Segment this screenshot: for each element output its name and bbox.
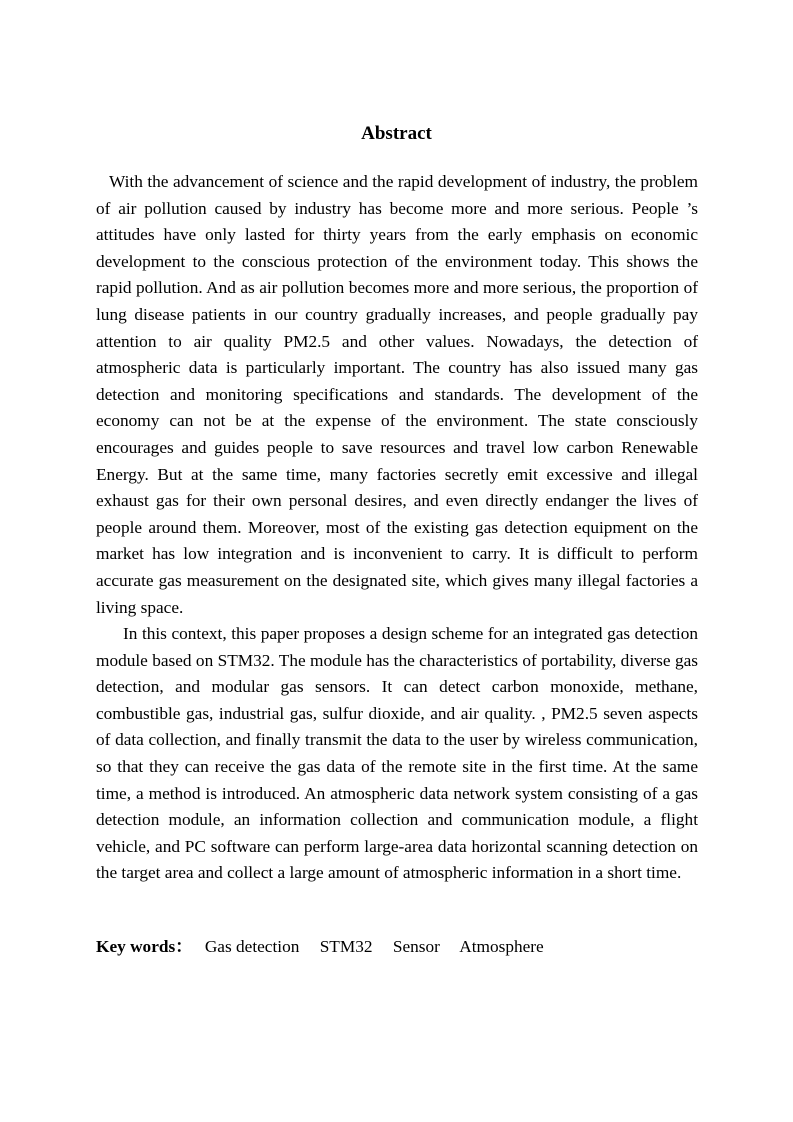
abstract-paragraph-1: With the advancement of science and the rapid development of industry, the problem of air pollution caused by industry has become more and more serious. People ’s attitudes have only lasted for thirty years from the early emphasis on economic development to the conscious protection of the environment today. This shows the rapid pollution. And as air pollution becomes more and more serious, the proportion of lung disease patients in our country gradually increases, and people gradually pay attention to air quality PM2.5 and other values. Nowadays, the detection of atmospheric data is particularly important. The country has also issued many gas detection and monitoring specifications and standards. The development of the economy can not be at the expense of the environment. The state consciously encourages and guides people to save resources and travel low carbon Renewable Energy. But at the same time, many factories secretly emit excessive and illegal exhaust gas for their own personal desires, and even directly endanger the lives of people around them. Moreover, most of the existing gas detection equipment on the market has low integration and is inconvenient to carry. It is difficult to perform accurate gas measurement on the designated site, which gives many illegal factories a living space. xyxy=(96,172,698,617)
abstract-body xyxy=(96,169,698,887)
keyword-item: Sensor xyxy=(392,937,440,956)
abstract-paragraph-2: In this context, this paper proposes a design scheme for an integrated gas detection module based on STM32. The module has the characteristics of portability, diverse gas detection, and modular gas sensors. It can detect carbon monoxide, methane, combustible gas, industrial gas, sulfur dioxide, and air quality. , PM2.5 seven aspects of data collection, and finally transmit the data to the user by wireless communication, so that they can receive the gas data of the remote site in the first time. At the same time, a method is introduced. An atmospheric data network system consisting of a gas detection module, an information collection and communication module, a flight vehicle, and PC software can perform large-area data horizontal scanning detection on the target area and collect a large amount of atmospheric information in a short time. xyxy=(96,624,698,883)
keywords-label: Key words： xyxy=(96,937,193,956)
keyword-item: Gas detection xyxy=(204,937,300,956)
keywords-line xyxy=(96,934,560,960)
abstract-title: Abstract xyxy=(361,123,432,144)
keyword-item: STM32 xyxy=(319,937,373,956)
keyword-item: Atmosphere xyxy=(459,937,544,956)
